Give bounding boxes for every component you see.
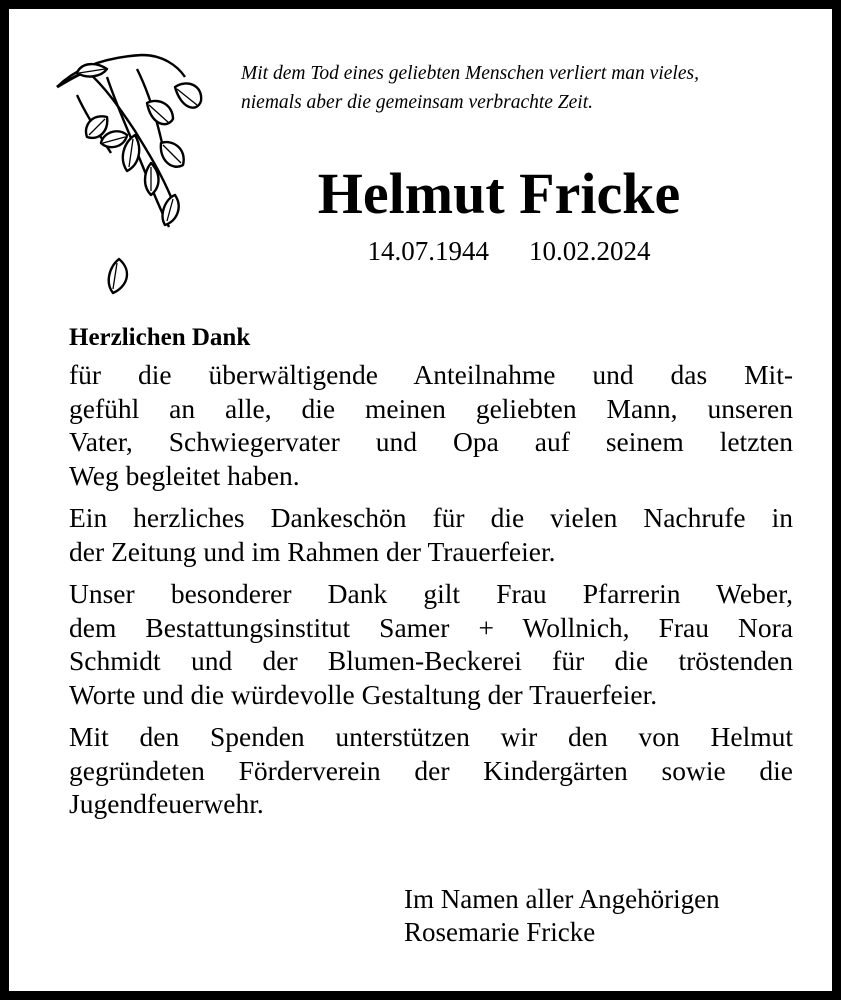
thanks-heading: Herzlichen Dank — [69, 324, 251, 351]
thanks-paragraph — [69, 358, 793, 492]
life-dates — [329, 235, 689, 267]
signature-line-1: Im Namen aller Angehörigen — [404, 884, 720, 914]
memorial-quote — [241, 59, 811, 117]
text-line: der Zeitung und im Rahmen der Trauerfeier. — [69, 535, 556, 567]
text-line: Unser besonderer Dank gilt Frau Pfarrerin Weber, — [69, 578, 793, 609]
quote-line-2: niemals aber die gemeinsam verbrachte Zeit. — [241, 92, 594, 113]
text-line: Vater, Schwiegervater und Opa auf seinem letzten — [69, 426, 793, 457]
text-line: gefühl an alle, die meinen geliebten Mann, unseren — [69, 392, 793, 424]
thanks-paragraph — [69, 501, 793, 568]
thanks-text — [69, 321, 793, 830]
deceased-name: Helmut Fricke — [317, 161, 681, 226]
thanks-paragraph — [69, 577, 793, 711]
death-date: 10.02.2024 — [529, 236, 651, 266]
text-line: Worte und die würdevolle Gestaltung der Trauerfeier. — [69, 678, 658, 710]
signature-name: Rosemarie Fricke — [404, 917, 596, 947]
birch-branch-icon — [47, 47, 217, 307]
thanks-paragraph — [69, 720, 793, 821]
quote-line-1: Mit dem Tod eines geliebten Menschen verliert man vieles, — [241, 63, 699, 84]
text-line: dem Bestattungsinstitut Samer + Wollnich, Frau Nora — [69, 611, 793, 643]
signature-block — [404, 883, 804, 949]
text-line: Weg begleitet haben. — [69, 459, 300, 491]
text-line: gegründeten Förderverein der Kindergärten sowie die — [69, 754, 793, 786]
birth-date: 14.07.1944 — [367, 236, 489, 266]
text-line: Ein herzliches Dankeschön für die vielen Nachrufe in — [69, 502, 793, 533]
text-line: Mit den Spenden unterstützen wir den von Helmut — [69, 721, 793, 752]
text-line: Jugendfeuerwehr. — [69, 788, 264, 819]
text-line: Schmidt und der Blumen-Beckerei für die tröstenden — [69, 645, 793, 676]
text-line: für die überwältigende Anteilnahme und das Mit- — [69, 359, 793, 390]
